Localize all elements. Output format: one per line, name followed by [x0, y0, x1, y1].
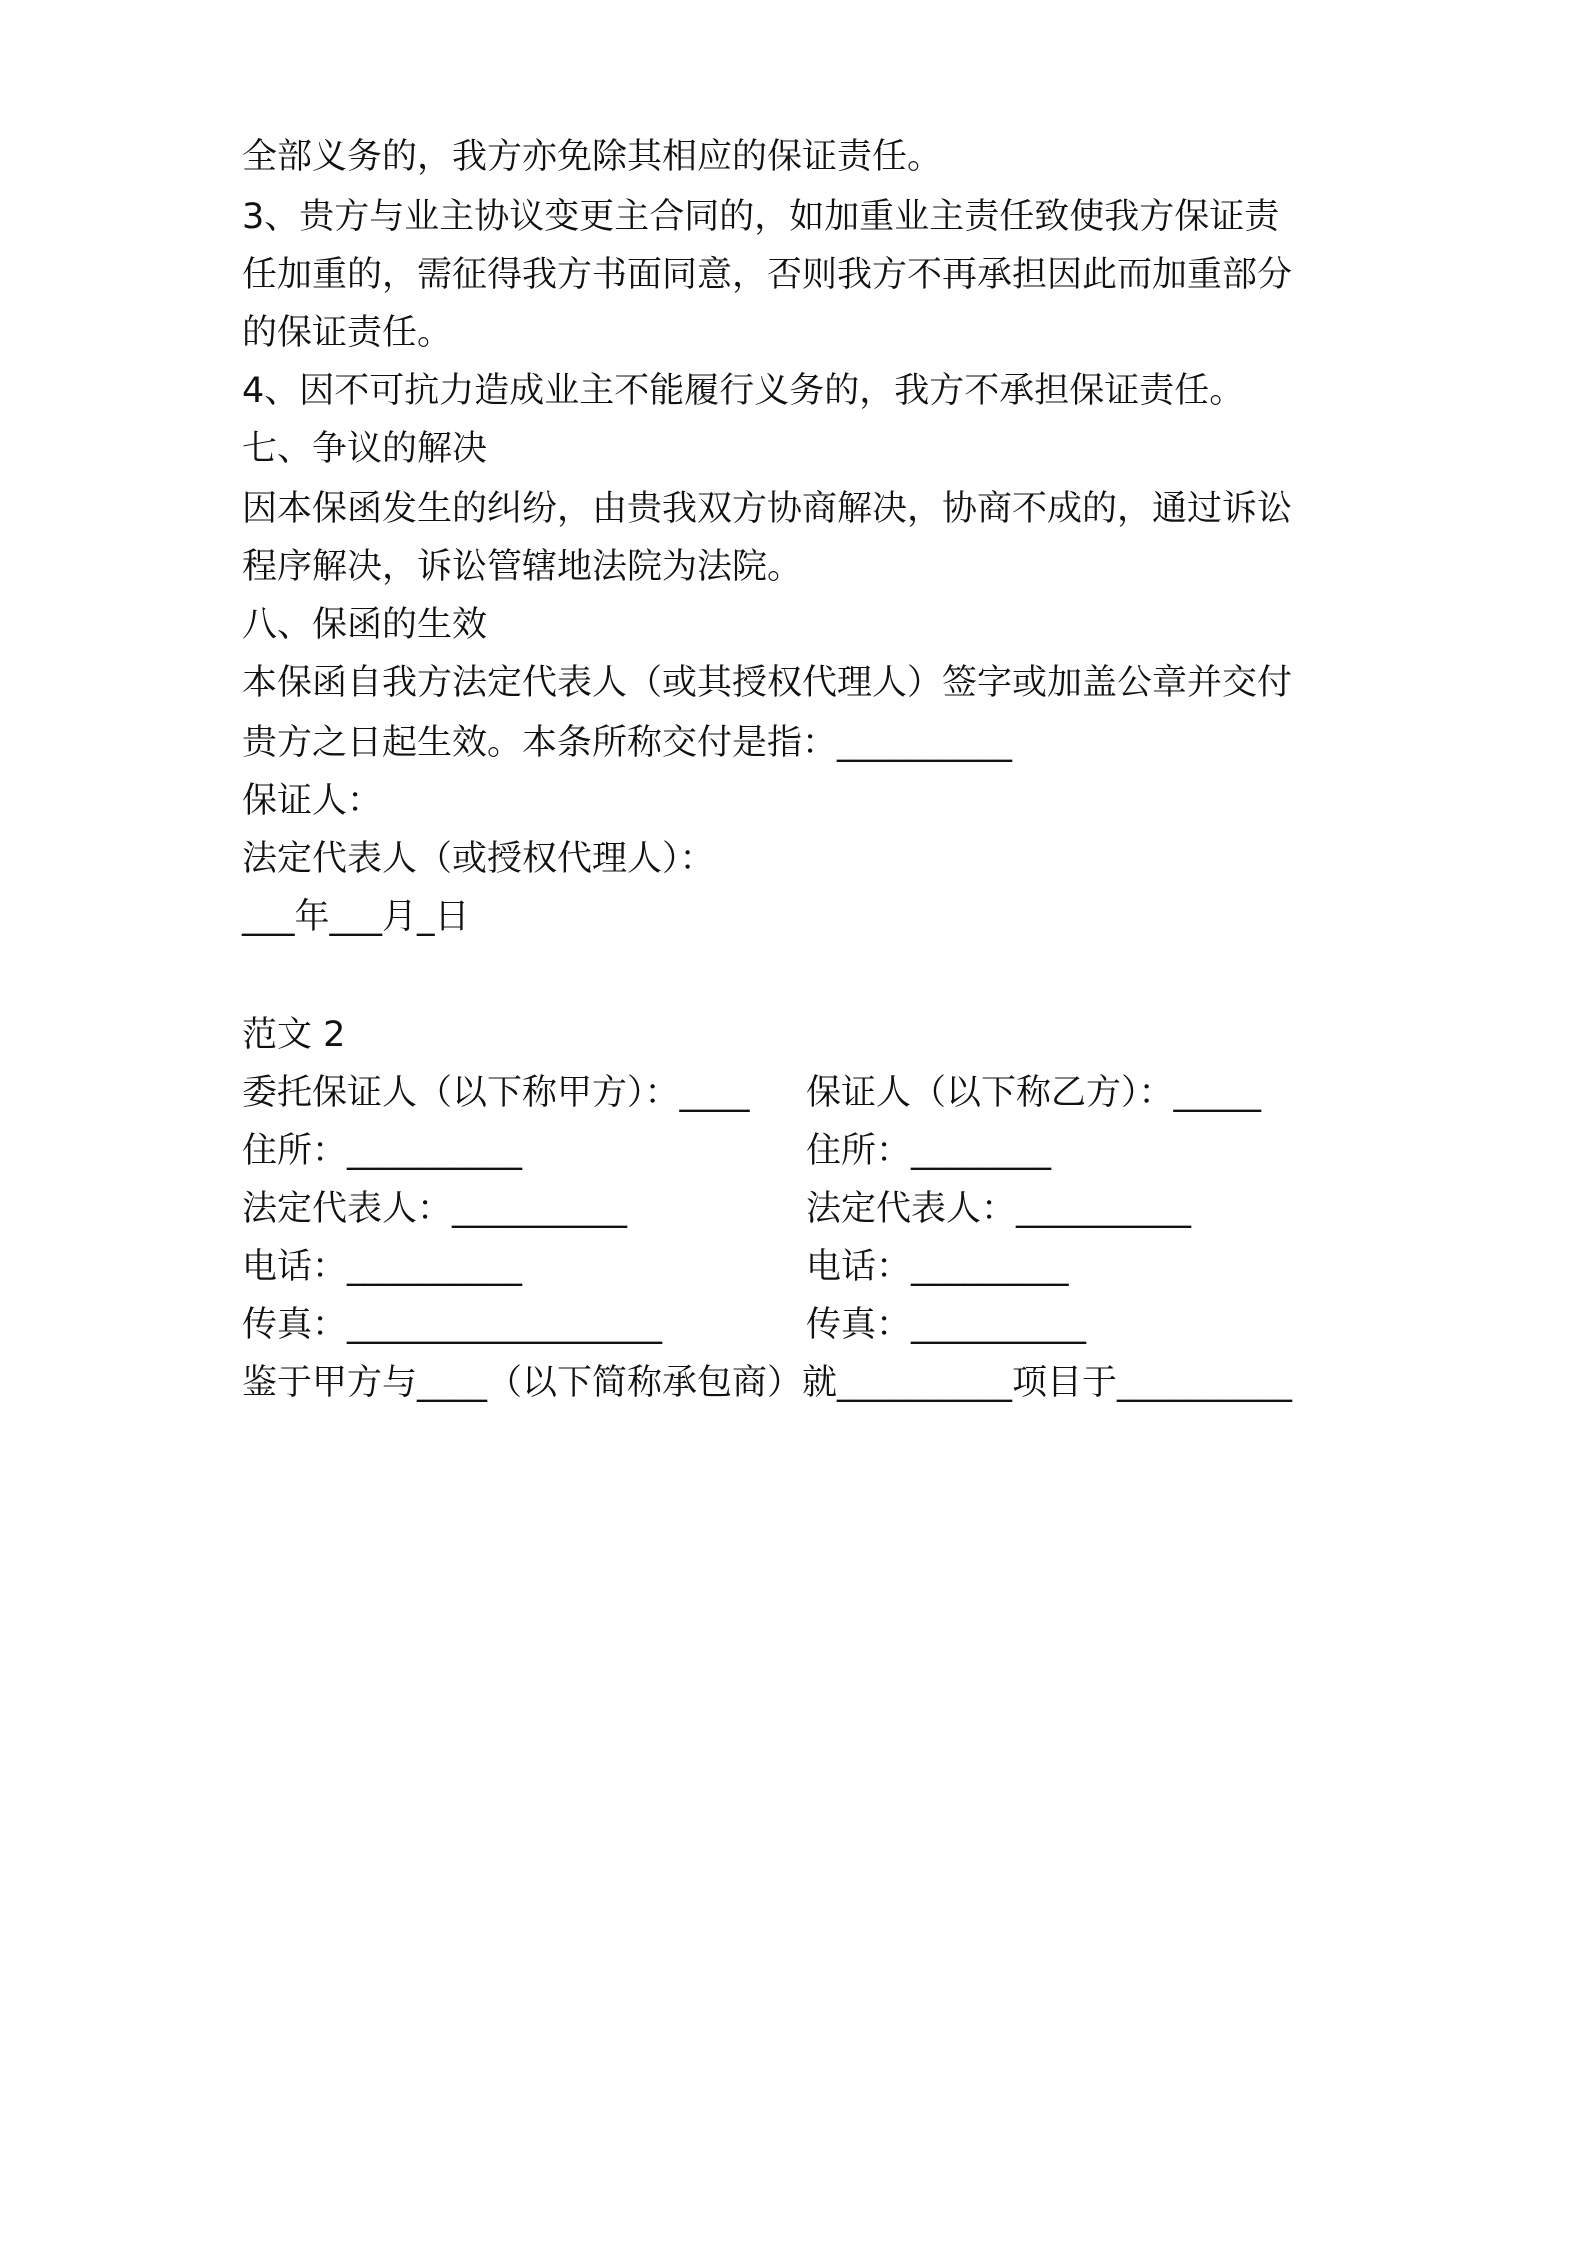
effectiveness-line: 贵方之日起生效。本条所称交付是指：__________ — [242, 723, 1013, 763]
sample-2-heading: 范文 2 — [242, 1015, 346, 1055]
effectiveness-line: 本保函自我方法定代表人（或其授权代理人）签字或加盖公章并交付 — [242, 663, 1293, 703]
guarantor-signature-label: 保证人： — [242, 781, 383, 821]
left-address-field: 住所：__________ — [242, 1131, 523, 1171]
left-legal-rep-field: 法定代表人：__________ — [242, 1189, 628, 1229]
clause-3-line: 的保证责任。 — [242, 313, 453, 353]
right-fax-field: 传真：__________ — [806, 1305, 1087, 1345]
recital-line: 鉴于甲方与____（以下简称承包商）就__________项目于__________ — [242, 1363, 1293, 1403]
right-legal-rep-field: 法定代表人：__________ — [806, 1189, 1192, 1229]
right-phone-field: 电话：_________ — [806, 1247, 1069, 1287]
left-fax-field: 传真：__________________ — [242, 1305, 663, 1345]
dispute-line: 因本保函发生的纠纷，由贵我双方协商解决，协商不成的，通过诉讼 — [242, 489, 1293, 529]
clause-3-line: 3、贵方与业主协议变更主合同的，如加重业主责任致使我方保证责 — [242, 197, 1280, 237]
dispute-line: 程序解决，诉讼管辖地法院为法院。 — [242, 547, 803, 587]
section-8-heading: 八、保函的生效 — [242, 605, 488, 645]
clause-4-line: 4、因不可抗力造成业主不能履行义务的，我方不承担保证责任。 — [242, 371, 1245, 411]
clause-3-line: 任加重的，需征得我方书面同意，否则我方不再承担因此而加重部分 — [242, 255, 1293, 295]
section-7-heading: 七、争议的解决 — [242, 429, 488, 469]
left-phone-field: 电话：__________ — [242, 1247, 523, 1287]
body-line: 全部义务的，我方亦免除其相应的保证责任。 — [242, 137, 943, 177]
principal-line: 委托保证人（以下称甲方）：____ — [242, 1073, 750, 1113]
legal-representative-label: 法定代表人（或授权代理人）： — [242, 839, 715, 879]
guarantor-line: 保证人（以下称乙方）：_____ — [806, 1073, 1262, 1113]
date-line: ___年___月_日 — [242, 897, 470, 937]
right-address-field: 住所：________ — [806, 1131, 1052, 1171]
